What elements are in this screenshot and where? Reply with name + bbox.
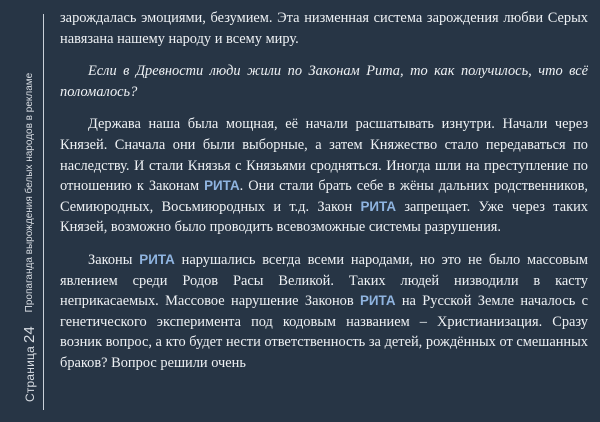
sidebar-divider xyxy=(43,14,44,410)
rita-highlight: РИТА xyxy=(139,251,175,267)
sidebar-caption xyxy=(22,73,38,402)
paragraph-2-text: Если в Древности люди жили по Законам Рита, то как получилось, что всё поломалось? xyxy=(60,63,588,100)
running-title: Пропаганда вырождения белых народов в рекламе xyxy=(24,72,35,313)
document-body xyxy=(60,0,588,422)
paragraph-2-question xyxy=(60,61,588,102)
page-label: Страница xyxy=(23,346,37,402)
paragraph-1 xyxy=(60,8,588,49)
paragraph-4-text-2: нарушались всегда всеми народами, но это не было массовым явлением среди Родов Расы Великой. Таких людей низводили в касту неприкасаемых. Массовое нарушение Законов xyxy=(60,251,588,310)
paragraph-3-text-2: . Они стали брать себе в жёны дальних родственников, Семиюродных, Восьмиюродных и т.д. Закон xyxy=(60,178,588,215)
rita-highlight: РИТА xyxy=(204,178,240,194)
rita-highlight: РИТА xyxy=(360,198,397,214)
paragraph-3-text-3: запрещает. Уже через таких Князей, возможно было проводить всевозможные системы разрушения. xyxy=(60,198,588,236)
paragraph-3-text-1: Держава наша была мощная, её начали расшатывать изнутри. Начали через Князей. Сначала они были выборные, а затем Княжество стало передаваться по наследству. И стали Князья с Князьями сродняться. Иногда шли на преступление по отношению к Законам xyxy=(60,116,588,195)
page-number: 24 xyxy=(21,326,38,343)
rita-highlight: РИТА xyxy=(359,293,396,309)
paragraph-1-text: зарождалась эмоциями, безумием. Эта низменная система зарождения любви Серых навязана нашему народу и всему миру. xyxy=(60,10,588,47)
paragraph-3 xyxy=(60,114,588,238)
paragraph-4-text-3: на Русской Земле началось с генетического эксперимента под кодовым названием – Христианизация. Сразу возник вопрос, а кто будет нести ответственность за детей, рождённых от смешанных браков? Вопрос решили очень xyxy=(60,293,588,371)
paragraph-4-text-1: Законы xyxy=(88,251,140,268)
paragraph-4 xyxy=(60,250,588,374)
